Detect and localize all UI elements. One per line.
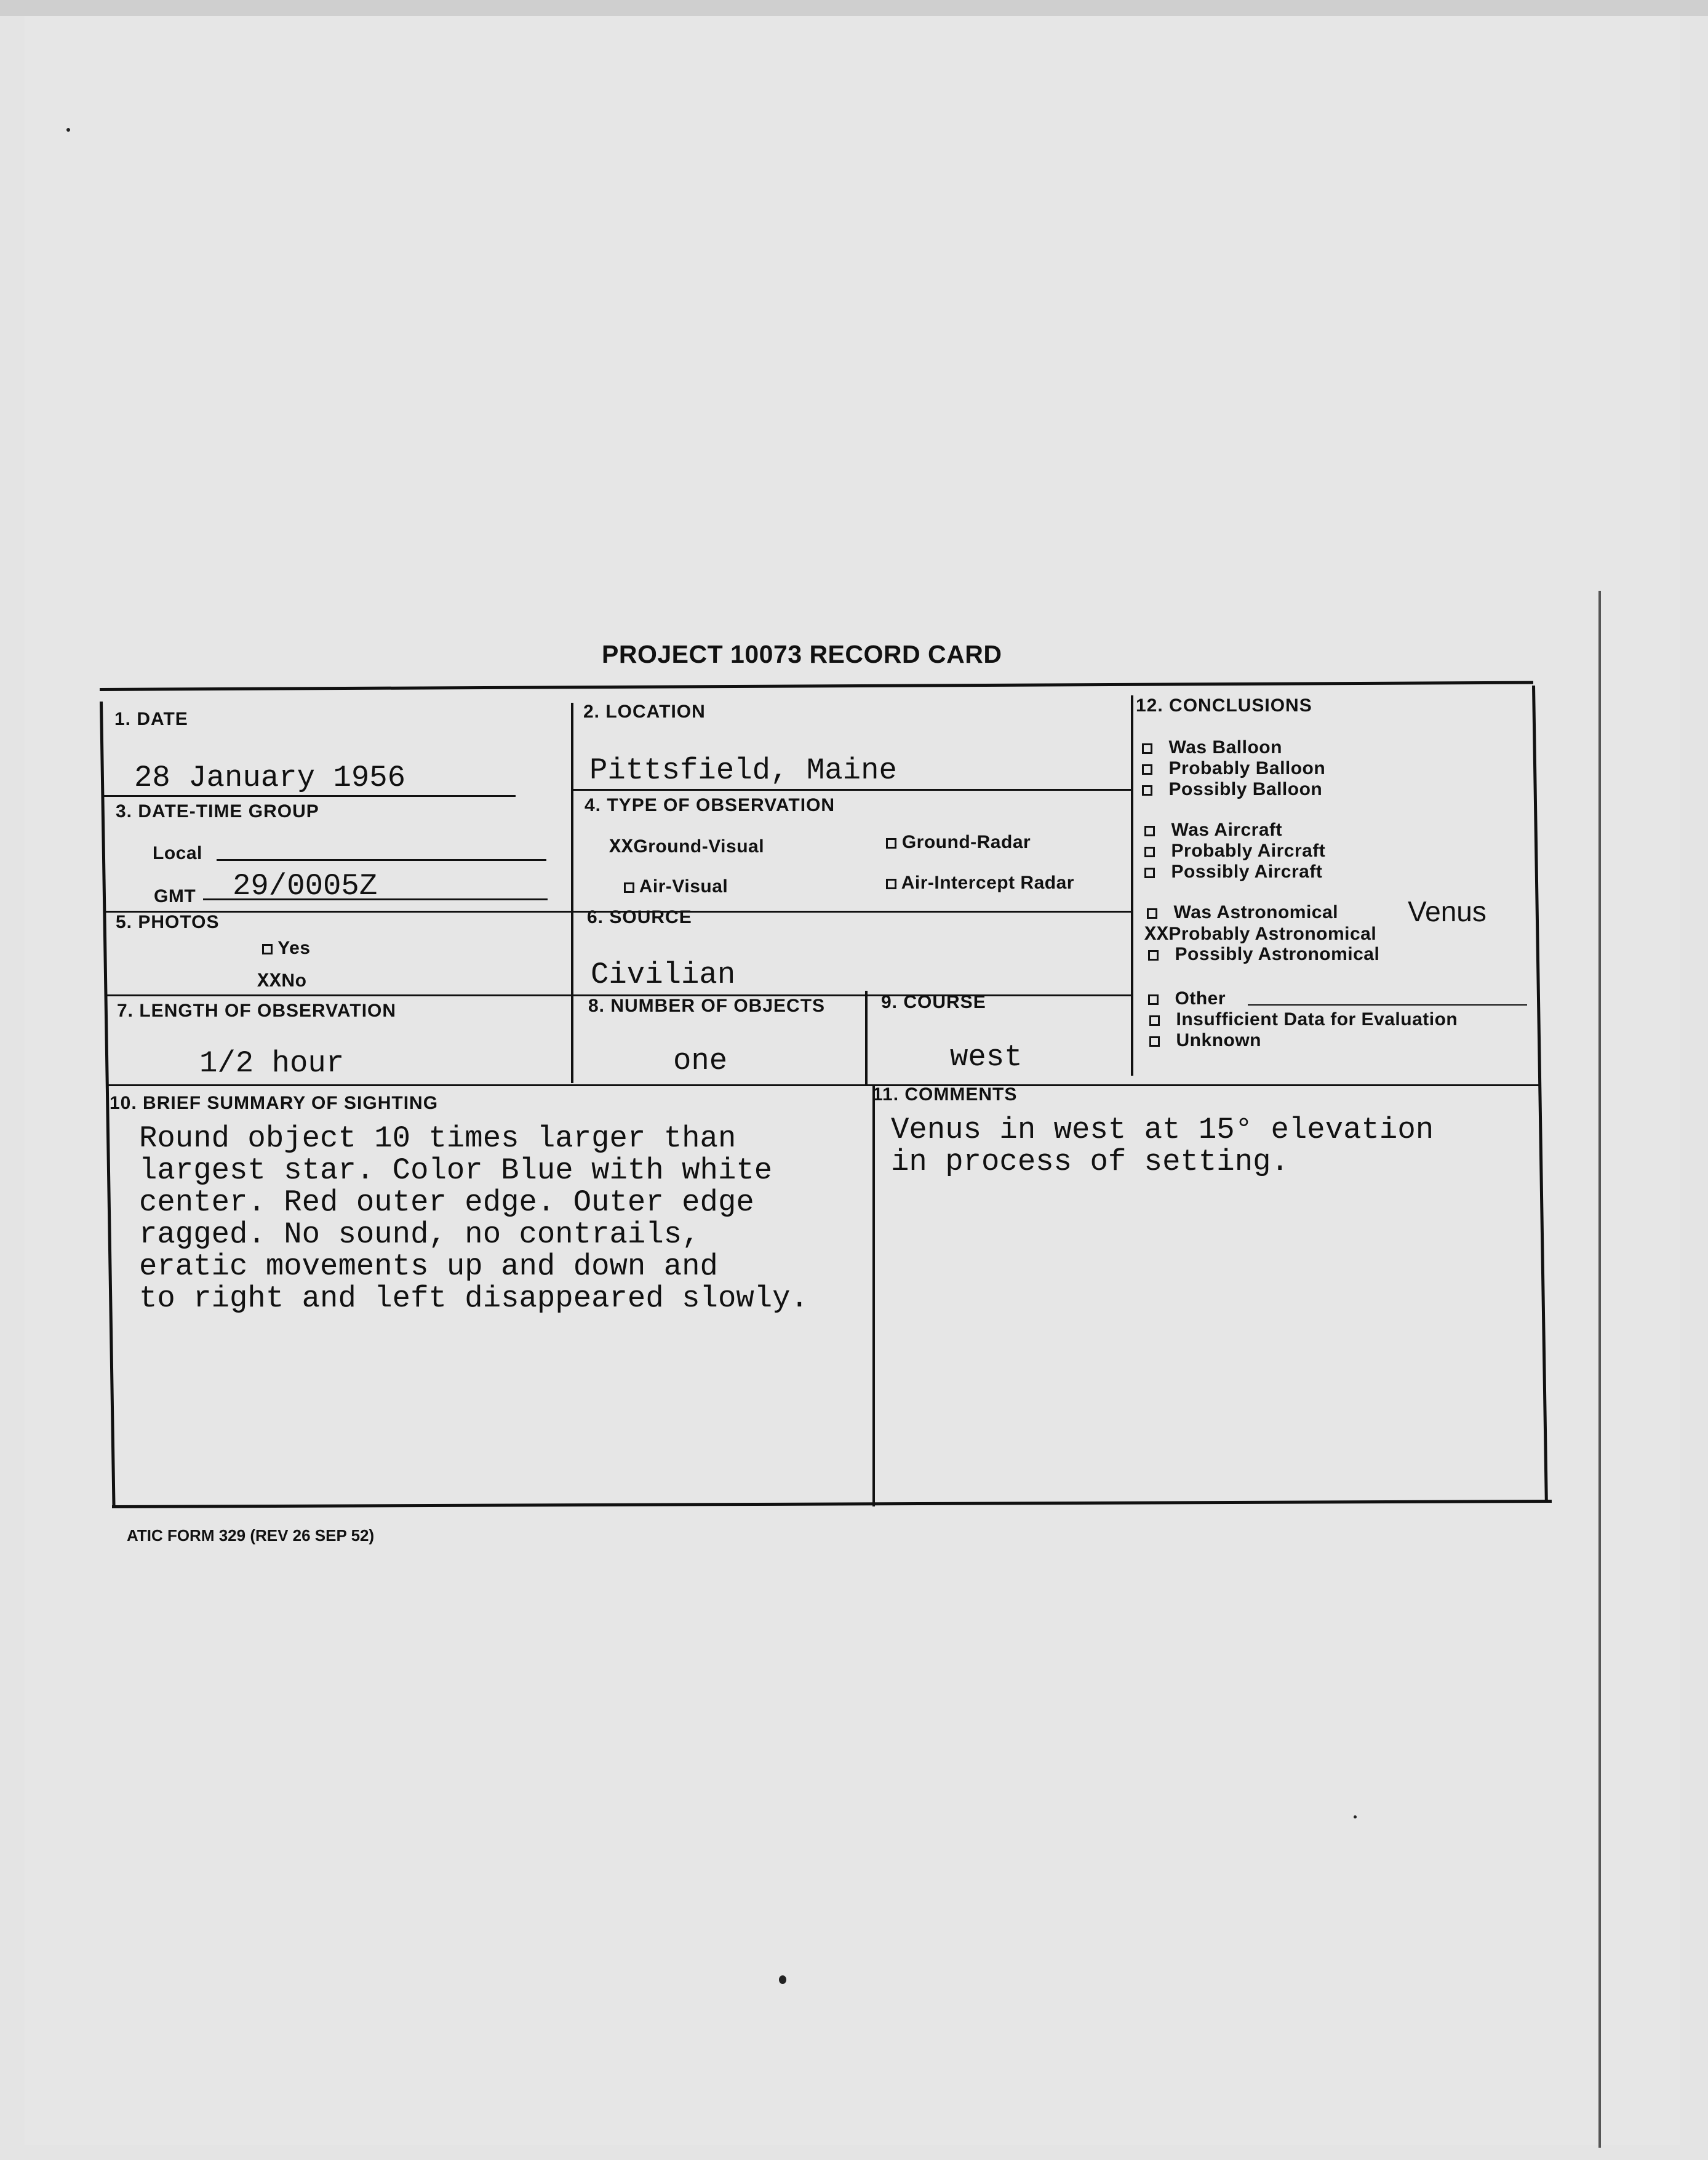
photos-no-mark: XX xyxy=(257,970,282,993)
conclusion-probably-aircraft xyxy=(1144,841,1325,862)
conclusion-checkbox xyxy=(1149,1015,1160,1026)
conclusion-checkbox xyxy=(1148,950,1159,961)
conclusion-checkbox xyxy=(1147,908,1157,919)
date-value: 28 January 1956 xyxy=(134,761,406,795)
rule xyxy=(865,991,868,1084)
conclusion-checkbox xyxy=(1144,826,1155,836)
scan-edge-line xyxy=(1598,591,1601,2148)
conclusion-label: Unknown xyxy=(1176,1030,1262,1050)
rule xyxy=(108,1084,1539,1086)
photos-no-option xyxy=(257,970,306,993)
date-label: 1. DATE xyxy=(114,709,188,729)
conclusion-probably-balloon xyxy=(1142,758,1325,779)
dtg-label: 3. DATE-TIME GROUP xyxy=(116,801,319,822)
conclusion-checkbox xyxy=(1142,743,1152,754)
gmt-label: GMT xyxy=(154,886,196,906)
conclusion-other xyxy=(1148,988,1226,1009)
air-intercept-label: Air-Intercept Radar xyxy=(901,873,1074,893)
ground-radar-checkbox xyxy=(886,838,896,849)
objects-value: one xyxy=(673,1044,728,1078)
comments-line: Venus in west at 15° elevation xyxy=(891,1113,1434,1147)
conclusion-unknown xyxy=(1149,1030,1261,1051)
rule xyxy=(103,795,516,797)
ground-visual-option xyxy=(609,836,764,858)
location-label: 2. LOCATION xyxy=(583,702,706,722)
conclusion-label: Probably Aircraft xyxy=(1171,841,1326,861)
conclusion-probably-astronomical xyxy=(1144,923,1376,946)
scan-speck xyxy=(1354,1815,1357,1818)
conclusion-label: Other xyxy=(1175,988,1226,1009)
air-intercept-option xyxy=(886,873,1074,894)
photos-yes-checkbox xyxy=(262,944,273,954)
scan-top-band xyxy=(0,0,1708,16)
summary-line: to right and left disappeared slowly. xyxy=(139,1281,808,1316)
summary-line: ragged. No sound, no contrails, xyxy=(139,1217,700,1252)
observation-type-label: 4. TYPE OF OBSERVATION xyxy=(585,795,836,815)
scan-speck xyxy=(779,1975,786,1984)
conclusion-label: Was Aircraft xyxy=(1171,820,1283,840)
photos-yes-option xyxy=(262,938,311,959)
objects-label: 8. NUMBER OF OBJECTS xyxy=(588,996,826,1016)
local-field-line xyxy=(217,859,546,861)
source-value: Civilian xyxy=(591,958,736,992)
summary-line: eratic movements up and down and xyxy=(139,1249,718,1284)
rule xyxy=(571,703,573,1083)
conclusion-label: Probably Astronomical xyxy=(1168,924,1377,944)
gmt-value: 29/0005Z xyxy=(233,869,378,903)
air-visual-checkbox xyxy=(624,882,634,893)
length-value: 1/2 hour xyxy=(199,1046,345,1081)
conclusion-was-balloon xyxy=(1142,737,1282,758)
ground-visual-label: Ground-Visual xyxy=(633,836,765,857)
form-number: ATIC FORM 329 (REV 26 SEP 52) xyxy=(127,1526,375,1545)
other-field-line xyxy=(1248,1004,1527,1006)
conclusion-label: Possibly Balloon xyxy=(1168,779,1323,799)
course-label: 9. COURSE xyxy=(881,992,986,1012)
photos-no-label: No xyxy=(281,970,307,991)
conclusion-label: Was Astronomical xyxy=(1173,902,1339,922)
conclusion-label: Insufficient Data for Evaluation xyxy=(1176,1009,1458,1030)
conclusion-checkbox xyxy=(1149,1036,1160,1047)
summary-line: center. Red outer edge. Outer edge xyxy=(139,1185,754,1220)
conclusion-checkbox xyxy=(1142,764,1152,775)
source-label: 6. SOURCE xyxy=(587,907,692,927)
rule xyxy=(1131,695,1133,1076)
photos-yes-label: Yes xyxy=(277,938,311,958)
comments-line: in process of setting. xyxy=(891,1145,1289,1179)
ground-radar-label: Ground-Radar xyxy=(901,832,1031,852)
conclusion-checkbox xyxy=(1148,994,1159,1005)
air-visual-label: Air-Visual xyxy=(639,876,728,897)
conclusion-label: Possibly Aircraft xyxy=(1171,862,1323,882)
conclusion-possibly-astronomical xyxy=(1148,944,1379,965)
course-value: west xyxy=(950,1040,1023,1074)
conclusion-checkbox xyxy=(1144,847,1155,857)
conclusion-checkbox xyxy=(1144,868,1155,878)
photos-label: 5. PHOTOS xyxy=(116,912,220,932)
conclusion-possibly-balloon xyxy=(1142,779,1322,800)
comments-label: 11. COMMENTS xyxy=(872,1084,1018,1105)
location-value: Pittsfield, Maine xyxy=(589,753,897,788)
summary-line: largest star. Color Blue with white xyxy=(139,1153,773,1188)
scan-speck xyxy=(66,128,70,132)
conclusion-was-astronomical xyxy=(1147,902,1338,923)
scanned-page xyxy=(25,16,1680,2145)
summary-line: Round object 10 times larger than xyxy=(139,1121,736,1156)
ground-radar-option xyxy=(886,832,1031,853)
conclusion-mark: XX xyxy=(1144,923,1169,946)
conclusion-was-aircraft xyxy=(1144,820,1282,841)
conclusion-label: Possibly Astronomical xyxy=(1175,944,1380,964)
rule xyxy=(872,1084,875,1506)
conclusion-insufficient-data xyxy=(1149,1009,1458,1030)
ground-visual-mark: XX xyxy=(609,836,634,858)
conclusions-label: 12. CONCLUSIONS xyxy=(1136,695,1312,716)
rule xyxy=(572,789,1132,791)
local-label: Local xyxy=(153,843,202,863)
air-intercept-checkbox xyxy=(886,879,896,889)
length-label: 7. LENGTH OF OBSERVATION xyxy=(117,1001,397,1021)
conclusion-label: Probably Balloon xyxy=(1168,758,1326,778)
card-title: PROJECT 10073 RECORD CARD xyxy=(602,640,1002,668)
conclusion-possibly-aircraft xyxy=(1144,862,1322,882)
air-visual-option xyxy=(624,876,728,897)
conclusion-label: Was Balloon xyxy=(1168,737,1282,758)
summary-label: 10. BRIEF SUMMARY OF SIGHTING xyxy=(110,1093,439,1113)
conclusion-checkbox xyxy=(1142,785,1152,796)
astronomical-note: Venus xyxy=(1408,895,1487,927)
